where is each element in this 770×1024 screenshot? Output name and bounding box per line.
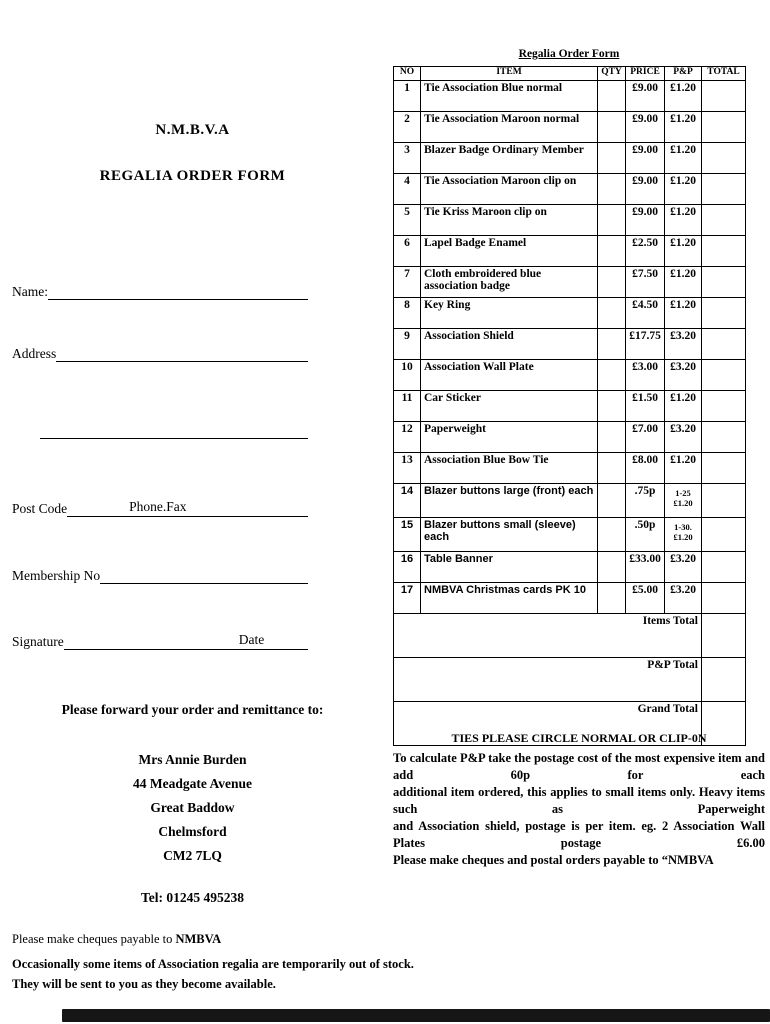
cell-item: Paperweight bbox=[421, 422, 598, 453]
cell-qty bbox=[598, 236, 626, 267]
cell-qty bbox=[598, 583, 626, 614]
cell-qty bbox=[598, 453, 626, 484]
cell-price: £4.50 bbox=[626, 298, 665, 329]
order-row bbox=[394, 518, 746, 552]
cell-price: £9.00 bbox=[626, 143, 665, 174]
order-row bbox=[394, 143, 746, 174]
cheques-note-text: Please make cheques payable to bbox=[12, 932, 176, 946]
total-row bbox=[394, 658, 746, 702]
address-line: Great Baddow bbox=[150, 800, 235, 815]
stock-note-2: They will be sent to you as they become available. bbox=[12, 977, 276, 991]
address-line: Mrs Annie Burden bbox=[138, 752, 247, 767]
cell-total bbox=[702, 205, 746, 236]
cell-pp: £3.20 bbox=[665, 422, 702, 453]
cell-pp: £1.20 bbox=[665, 174, 702, 205]
cell-no: 11 bbox=[394, 391, 421, 422]
cell-total bbox=[702, 236, 746, 267]
cell-pp: £1.20 bbox=[665, 81, 702, 112]
order-row bbox=[394, 174, 746, 205]
membership-label: Membership No bbox=[12, 568, 101, 583]
cell-qty bbox=[598, 174, 626, 205]
cell-item: Tie Kriss Maroon clip on bbox=[421, 205, 598, 236]
cell-no: 2 bbox=[394, 112, 421, 143]
cell-no: 3 bbox=[394, 143, 421, 174]
address-input-line bbox=[56, 346, 308, 362]
header-item: ITEM bbox=[421, 67, 598, 81]
cell-qty bbox=[598, 360, 626, 391]
postcode-label: Post Code bbox=[12, 501, 68, 516]
postcode-field bbox=[12, 501, 308, 519]
order-row bbox=[394, 81, 746, 112]
address-line: CM2 7LQ bbox=[163, 848, 222, 863]
cell-price: £1.50 bbox=[626, 391, 665, 422]
cell-price: £9.00 bbox=[626, 174, 665, 205]
cell-qty bbox=[598, 267, 626, 298]
address-line: Chelmsford bbox=[158, 824, 227, 839]
form-title: REGALIA ORDER FORM bbox=[99, 168, 286, 184]
postage-paragraph-line: additional item ordered, this applies to small items only. Heavy items such as Paperweight bbox=[393, 785, 765, 816]
signature-field bbox=[12, 634, 308, 652]
header-no: NO bbox=[394, 67, 421, 81]
ties-circle-note: TIES PLEASE CIRCLE NORMAL OR CLIP-0N bbox=[451, 731, 707, 745]
cell-price: £9.00 bbox=[626, 205, 665, 236]
cell-price: £9.00 bbox=[626, 81, 665, 112]
cell-qty bbox=[598, 298, 626, 329]
cell-total bbox=[702, 583, 746, 614]
postage-paragraph bbox=[393, 750, 765, 869]
cell-no: 15 bbox=[394, 518, 421, 552]
signature-input-line bbox=[64, 634, 308, 650]
phone-fax-label: Phone.Fax bbox=[129, 499, 187, 514]
cell-no: 13 bbox=[394, 453, 421, 484]
order-row bbox=[394, 112, 746, 143]
order-row bbox=[394, 391, 746, 422]
cell-qty bbox=[598, 329, 626, 360]
total-label: Grand Total bbox=[394, 702, 702, 746]
cell-no: 17 bbox=[394, 583, 421, 614]
address-input-line-2 bbox=[40, 424, 308, 439]
cell-price: £17.75 bbox=[626, 329, 665, 360]
cell-item: Blazer buttons large (front) each bbox=[421, 484, 598, 518]
cell-total bbox=[702, 360, 746, 391]
cheques-note-org: NMBVA bbox=[175, 932, 222, 946]
cell-pp: £1.20 bbox=[665, 112, 702, 143]
signature-label: Signature bbox=[12, 634, 64, 649]
cell-total bbox=[702, 267, 746, 298]
order-row bbox=[394, 422, 746, 453]
address-line: 44 Meadgate Avenue bbox=[133, 776, 252, 791]
postage-paragraph-line: and Association shield, postage is per item. eg. 2 Association Wall Plates postage £6.00 bbox=[393, 819, 765, 850]
cell-item: Tie Association Maroon normal bbox=[421, 112, 598, 143]
cell-no: 14 bbox=[394, 484, 421, 518]
cell-price: .75p bbox=[626, 484, 665, 518]
cell-item: Association Shield bbox=[421, 329, 598, 360]
cell-no: 5 bbox=[394, 205, 421, 236]
cell-qty bbox=[598, 205, 626, 236]
cell-no: 9 bbox=[394, 329, 421, 360]
cell-total bbox=[702, 422, 746, 453]
cell-pp: 1-25 £1.20 bbox=[665, 484, 702, 518]
cell-pp: £3.20 bbox=[665, 329, 702, 360]
cell-total bbox=[702, 391, 746, 422]
cell-no: 8 bbox=[394, 298, 421, 329]
cell-qty bbox=[598, 391, 626, 422]
cell-price: £7.00 bbox=[626, 422, 665, 453]
cell-price: £3.00 bbox=[626, 360, 665, 391]
header-price: PRICE bbox=[626, 67, 665, 81]
cell-total bbox=[702, 518, 746, 552]
cell-pp: £1.20 bbox=[665, 298, 702, 329]
name-label: Name: bbox=[12, 284, 48, 299]
cell-total bbox=[702, 174, 746, 205]
cell-item: Key Ring bbox=[421, 298, 598, 329]
cell-item: Tie Association Maroon clip on bbox=[421, 174, 598, 205]
order-row bbox=[394, 298, 746, 329]
cell-item: NMBVA Christmas cards PK 10 bbox=[421, 583, 598, 614]
cell-item: Association Blue Bow Tie bbox=[421, 453, 598, 484]
cell-pp: £1.20 bbox=[665, 453, 702, 484]
cell-total bbox=[702, 112, 746, 143]
cheques-note bbox=[12, 932, 221, 947]
order-row bbox=[394, 329, 746, 360]
cell-total bbox=[702, 453, 746, 484]
cell-price: £7.50 bbox=[626, 267, 665, 298]
order-row bbox=[394, 267, 746, 298]
cell-no: 16 bbox=[394, 552, 421, 583]
cell-price: £5.00 bbox=[626, 583, 665, 614]
cell-pp: 1-30. £1.20 bbox=[665, 518, 702, 552]
cell-item: Car Sticker bbox=[421, 391, 598, 422]
cell-total bbox=[702, 552, 746, 583]
cell-item: Lapel Badge Enamel bbox=[421, 236, 598, 267]
telephone-line: Tel: 01245 495238 bbox=[140, 890, 244, 905]
order-row bbox=[394, 236, 746, 267]
cell-qty bbox=[598, 81, 626, 112]
total-label: P&P Total bbox=[394, 658, 702, 702]
postage-paragraph-line: To calculate P&P take the postage cost of the most expensive item and add 60p for each bbox=[393, 751, 765, 782]
order-table bbox=[393, 66, 746, 746]
cell-no: 6 bbox=[394, 236, 421, 267]
cell-price: £8.00 bbox=[626, 453, 665, 484]
cell-pp: £1.20 bbox=[665, 143, 702, 174]
cell-price: £9.00 bbox=[626, 112, 665, 143]
cell-price: £33.00 bbox=[626, 552, 665, 583]
total-row bbox=[394, 614, 746, 658]
postage-paragraph-line: Please make cheques and postal orders payable to “NMBVA bbox=[393, 853, 714, 867]
table-title: Regalia Order Form bbox=[518, 48, 620, 60]
cell-total bbox=[702, 298, 746, 329]
header-qty: QTY bbox=[598, 67, 626, 81]
remittance-address bbox=[0, 748, 385, 868]
cell-total bbox=[702, 329, 746, 360]
order-row bbox=[394, 552, 746, 583]
cell-total bbox=[702, 81, 746, 112]
order-row bbox=[394, 484, 746, 518]
order-row bbox=[394, 453, 746, 484]
cell-pp: £3.20 bbox=[665, 360, 702, 391]
forward-heading: Please forward your order and remittance to: bbox=[61, 702, 324, 717]
cell-no: 7 bbox=[394, 267, 421, 298]
header-total: TOTAL bbox=[702, 67, 746, 81]
header-pp: P&P bbox=[665, 67, 702, 81]
address-label: Address bbox=[12, 346, 57, 361]
order-row bbox=[394, 583, 746, 614]
cell-item: Association Wall Plate bbox=[421, 360, 598, 391]
cell-qty bbox=[598, 552, 626, 583]
total-value-cell bbox=[702, 614, 746, 658]
stock-note-1: Occasionally some items of Association regalia are temporarily out of stock. bbox=[12, 957, 414, 971]
cell-qty bbox=[598, 518, 626, 552]
cell-item: Cloth embroidered blue association badge bbox=[421, 267, 598, 298]
cell-qty bbox=[598, 484, 626, 518]
total-label: Items Total bbox=[394, 614, 702, 658]
address-field bbox=[12, 346, 308, 364]
cell-pp: £3.20 bbox=[665, 583, 702, 614]
name-field bbox=[12, 284, 308, 302]
cell-total bbox=[702, 484, 746, 518]
cell-item: Blazer buttons small (sleeve) each bbox=[421, 518, 598, 552]
cell-item: Table Banner bbox=[421, 552, 598, 583]
cell-pp: £3.20 bbox=[665, 552, 702, 583]
cell-pp: £1.20 bbox=[665, 236, 702, 267]
cell-price: .50p bbox=[626, 518, 665, 552]
org-title: N.M.B.V.A bbox=[155, 122, 230, 138]
cell-no: 1 bbox=[394, 81, 421, 112]
total-value-cell bbox=[702, 658, 746, 702]
order-table-body bbox=[394, 81, 746, 746]
order-row bbox=[394, 360, 746, 391]
cell-qty bbox=[598, 422, 626, 453]
cell-no: 10 bbox=[394, 360, 421, 391]
cell-no: 4 bbox=[394, 174, 421, 205]
membership-input-line bbox=[100, 568, 308, 584]
cell-no: 12 bbox=[394, 422, 421, 453]
cell-qty bbox=[598, 112, 626, 143]
date-label: Date bbox=[238, 632, 265, 647]
cell-price: £2.50 bbox=[626, 236, 665, 267]
scan-artifact-bar bbox=[62, 1009, 770, 1022]
cell-total bbox=[702, 143, 746, 174]
cell-item: Blazer Badge Ordinary Member bbox=[421, 143, 598, 174]
name-input-line bbox=[48, 284, 308, 300]
cell-pp: £1.20 bbox=[665, 267, 702, 298]
order-row bbox=[394, 205, 746, 236]
cell-item: Tie Association Blue normal bbox=[421, 81, 598, 112]
table-header-row bbox=[394, 67, 746, 81]
cell-pp: £1.20 bbox=[665, 391, 702, 422]
cell-pp: £1.20 bbox=[665, 205, 702, 236]
cell-qty bbox=[598, 143, 626, 174]
membership-field bbox=[12, 568, 308, 586]
postcode-input-line bbox=[67, 501, 308, 517]
